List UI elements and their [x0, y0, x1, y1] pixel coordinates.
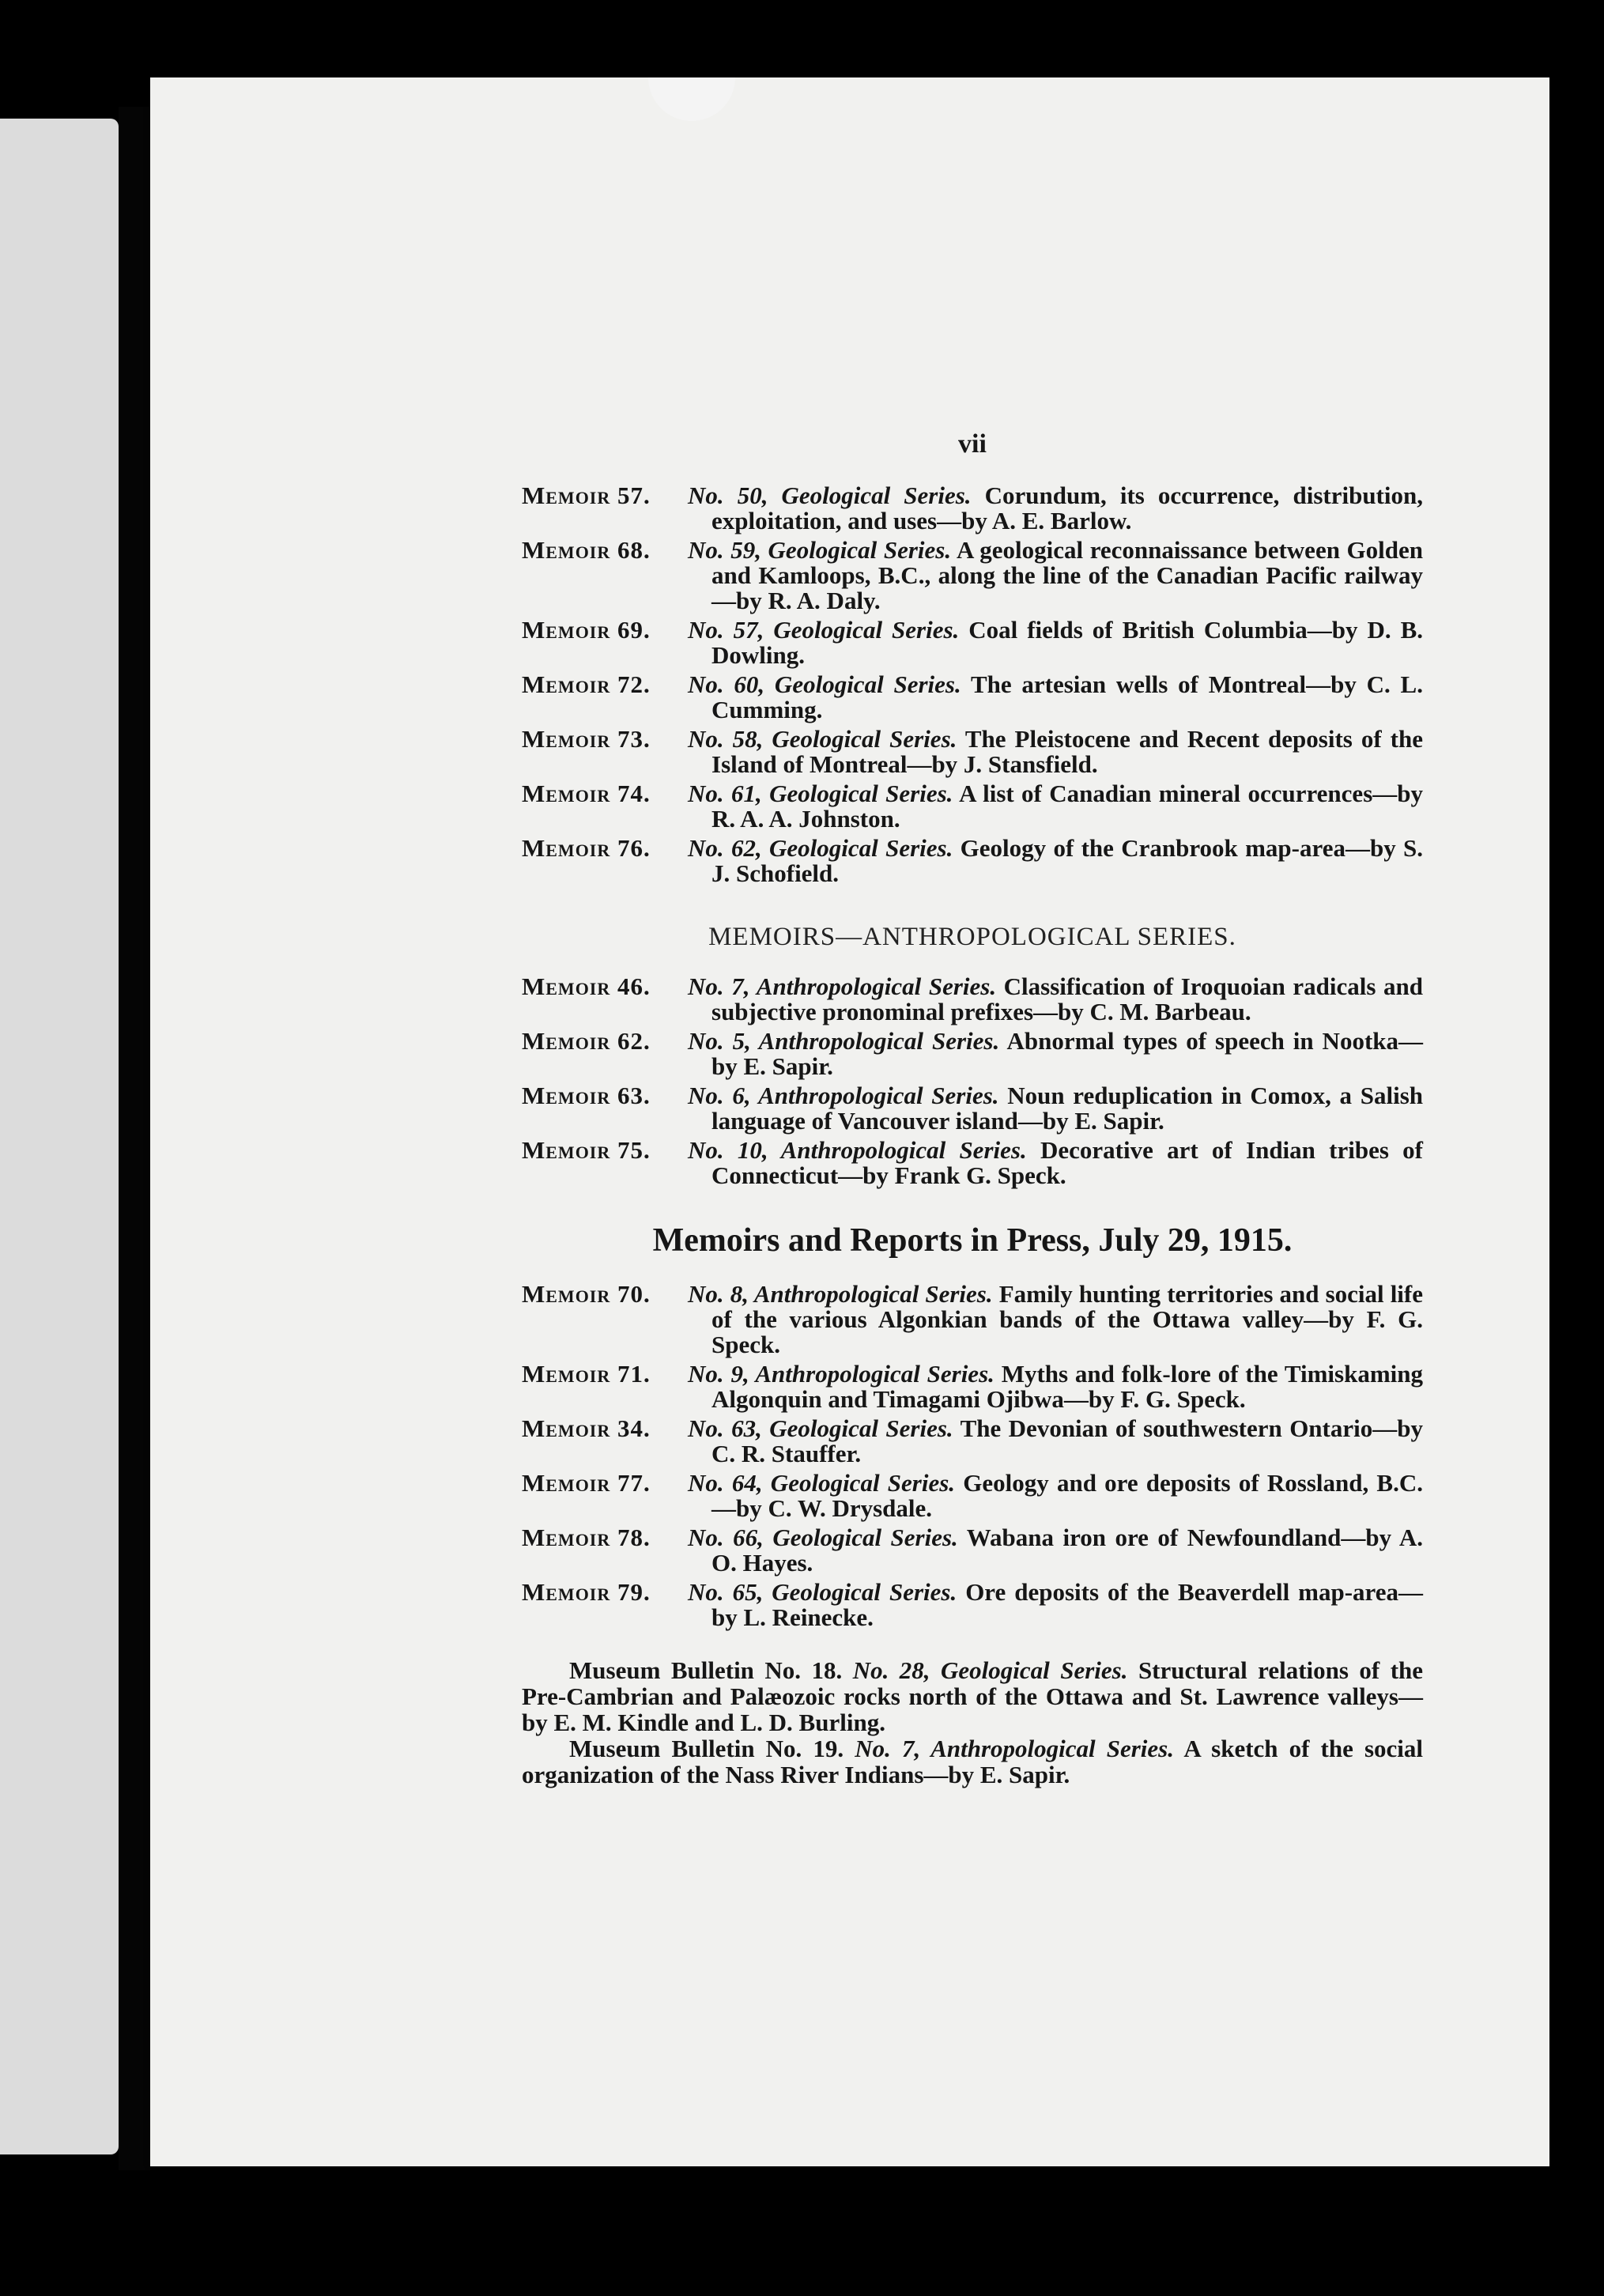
memoir-entry — [522, 836, 1423, 886]
scan-artifact — [648, 77, 735, 121]
memoir-label: Memoir 77. — [522, 1469, 651, 1497]
memoir-label: Memoir 79. — [522, 1578, 651, 1606]
memoir-entry — [522, 617, 1423, 668]
memoir-title: Decorative art of Indian tribes of Connecticut—by Frank G. Speck. — [711, 1136, 1424, 1189]
memoir-entry — [522, 781, 1423, 832]
series-ref: No. 50, Geological Series. — [688, 481, 972, 509]
memoir-entry — [522, 483, 1423, 534]
series-ref: No. 64, Geological Series. — [688, 1469, 956, 1497]
memoir-label: Memoir 72. — [522, 670, 651, 698]
memoir-entry — [522, 1138, 1423, 1188]
press-memoir-list — [522, 1282, 1423, 1630]
memoir-title: The Devonian of southwestern Ontario—by C. R. Stauffer. — [711, 1414, 1423, 1467]
memoir-title: A list of Canadian mineral occurrences—by R. A. A. Johnston. — [711, 780, 1423, 833]
memoir-title: The artesian wells of Montreal—by C. L. Cumming. — [711, 670, 1423, 723]
anthropological-heading: MEMOIRS—ANTHROPOLOGICAL SERIES. — [708, 923, 1236, 951]
bulletin-list — [522, 1657, 1423, 1788]
memoir-label: Memoir 57. — [522, 481, 651, 509]
bulletin-number: Museum Bulletin No. 18. — [569, 1656, 843, 1684]
series-ref: No. 66, Geological Series. — [688, 1524, 958, 1551]
memoir-entry — [522, 974, 1423, 1025]
series-ref: No. 59, Geological Series. — [688, 536, 952, 564]
memoir-label: Memoir 75. — [522, 1136, 651, 1164]
memoir-title: Noun reduplication in Comox, a Salish language of Vancouver island—by E. Sapir. — [711, 1082, 1424, 1135]
series-ref: No. 63, Geological Series. — [688, 1414, 953, 1442]
bulletin-title: A sketch of the social organization of the Nass River Indians—by E. Sapir. — [522, 1735, 1424, 1788]
series-ref: No. 58, Geological Series. — [688, 725, 957, 753]
bulletin-entry — [522, 1657, 1423, 1735]
page-content — [522, 429, 1423, 1788]
memoir-label: Memoir 78. — [522, 1524, 651, 1551]
memoir-label: Memoir 62. — [522, 1027, 651, 1055]
memoir-entry — [522, 1580, 1423, 1630]
memoir-label: Memoir 46. — [522, 972, 651, 1000]
series-ref: No. 60, Geological Series. — [688, 670, 961, 698]
page-gutter — [119, 107, 150, 2170]
memoir-title: Geology and ore deposits of Rossland, B.C.—by C. W. Drysdale. — [711, 1469, 1424, 1522]
memoir-label: Memoir 63. — [522, 1082, 651, 1109]
series-ref: No. 6, Anthropological Series. — [688, 1082, 999, 1109]
memoir-entry — [522, 538, 1423, 614]
memoir-title: Classification of Iroquoian radicals and subjective pronominal prefixes—by C. M. Barbeau. — [711, 972, 1423, 1025]
bulletin-entry — [522, 1735, 1423, 1788]
memoir-label: Memoir 69. — [522, 616, 651, 644]
memoir-label: Memoir 68. — [522, 536, 651, 564]
memoir-entry — [522, 1361, 1423, 1412]
press-heading: Memoirs and Reports in Press, July 29, 1915. — [652, 1222, 1293, 1259]
memoir-title: A geological reconnaissance between Golden and Kamloops, B.C., along the line of the Canadian Pacific railway—by R. A. Daly. — [711, 536, 1423, 614]
memoir-title: Family hunting territories and social life of the various Algonkian bands of the Ottawa valley—by F. G. Speck. — [711, 1280, 1423, 1358]
memoir-entry — [522, 1416, 1423, 1467]
series-ref: No. 7, Anthropological Series. — [855, 1735, 1174, 1762]
memoir-label: Memoir 71. — [522, 1360, 651, 1388]
memoir-title: The Pleistocene and Recent deposits of the Island of Montreal—by J. Stansfield. — [711, 725, 1423, 778]
memoir-title: Wabana iron ore of Newfoundland—by A. O. Hayes. — [711, 1524, 1424, 1577]
page-number: vii — [958, 429, 987, 459]
anthropological-memoir-list — [522, 974, 1423, 1188]
memoir-title: Coal fields of British Columbia—by D. B. Dowling. — [711, 616, 1423, 669]
memoir-entry — [522, 1029, 1423, 1079]
memoir-label: Memoir 34. — [522, 1414, 651, 1442]
memoir-entry — [522, 672, 1423, 723]
memoir-entry — [522, 1083, 1423, 1134]
memoir-entry — [522, 1282, 1423, 1358]
memoir-label: Memoir 70. — [522, 1280, 651, 1308]
memoir-title: Geology of the Cranbrook map-area—by S. J. Schofield. — [711, 834, 1424, 887]
series-ref: No. 57, Geological Series. — [688, 616, 960, 644]
left-facing-page — [0, 119, 119, 2154]
series-ref: No. 61, Geological Series. — [688, 780, 953, 807]
series-ref: No. 62, Geological Series. — [688, 834, 953, 862]
series-ref: No. 9, Anthropological Series. — [688, 1360, 994, 1388]
memoir-entry — [522, 1525, 1423, 1576]
document-page — [150, 77, 1549, 2166]
memoir-title: Abnormal types of speech in Nootka—by E. Sapir. — [711, 1027, 1424, 1080]
memoir-title: Corundum, its occurrence, distribution, exploitation, and uses—by A. E. Barlow. — [711, 481, 1423, 534]
series-ref: No. 5, Anthropological Series. — [688, 1027, 1000, 1055]
bulletin-title: Structural relations of the Pre-Cambrian and Palæozoic rocks north of the Ottawa and St. Lawrence valleys—by E. M. Kindle and L. D. Burling. — [522, 1656, 1424, 1736]
series-ref: No. 8, Anthropological Series. — [688, 1280, 993, 1308]
series-ref: No. 65, Geological Series. — [688, 1578, 957, 1606]
series-ref: No. 28, Geological Series. — [852, 1656, 1128, 1684]
memoir-label: Memoir 76. — [522, 834, 651, 862]
geological-memoir-list — [522, 483, 1423, 886]
memoir-title: Ore deposits of the Beaverdell map-area—by L. Reinecke. — [711, 1578, 1423, 1631]
series-ref: No. 7, Anthropological Series. — [688, 972, 997, 1000]
memoir-label: Memoir 73. — [522, 725, 651, 753]
memoir-label: Memoir 74. — [522, 780, 651, 807]
series-ref: No. 10, Anthropological Series. — [688, 1136, 1027, 1164]
memoir-entry — [522, 727, 1423, 777]
memoir-title: Myths and folk-lore of the Timiskaming Algonquin and Timagami Ojibwa—by F. G. Speck. — [711, 1360, 1423, 1413]
memoir-entry — [522, 1471, 1423, 1521]
bulletin-number: Museum Bulletin No. 19. — [569, 1735, 844, 1762]
